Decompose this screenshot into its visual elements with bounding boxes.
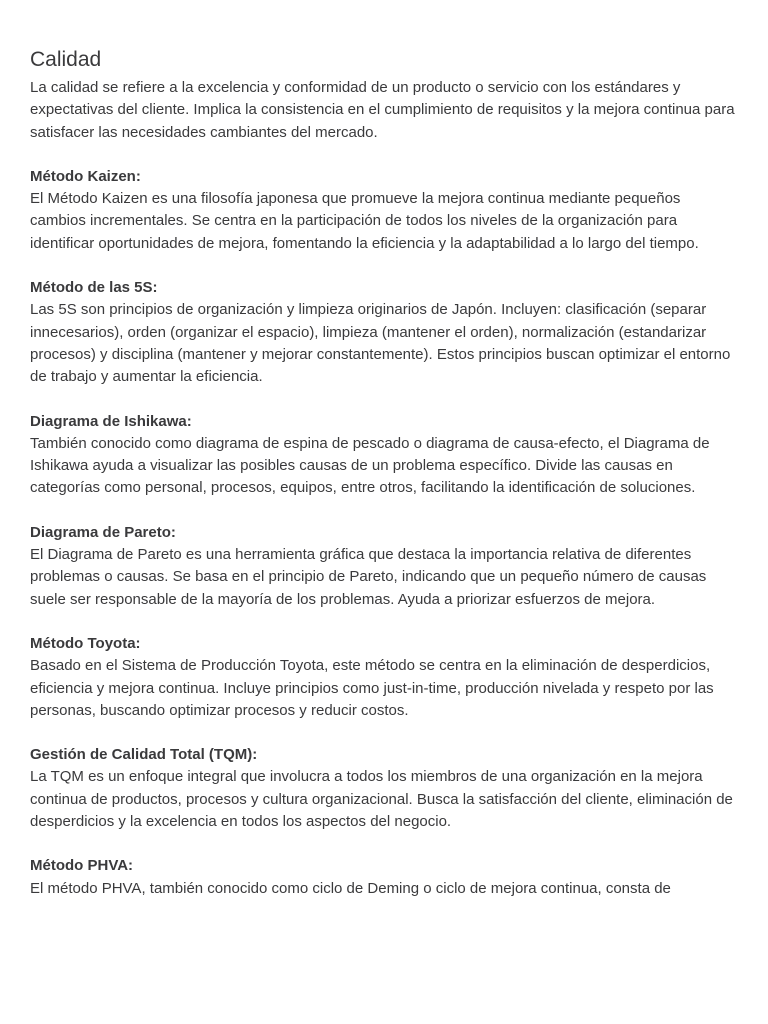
section-body: La TQM es un enfoque integral que involucra a todos los miembros de una organización en la mejora continua de productos, procesos y cultura organizacional. Busca la satisfacción del cliente, eliminación de desperdicios y la excelencia en todos los aspectos del negocio. (30, 768, 733, 831)
section-body: Las 5S son principios de organización y limpieza originarios de Japón. Incluyen: clasificación (separar innecesarios), orden (organizar el espacio), limpieza (mantener el orden), normalización (estandarizar procesos) y disciplina (mantener y mejorar constantemente). Estos principios buscan optimizar el entorno de trabajo y aumentar la eficiencia. (30, 301, 731, 386)
section-body: También conocido como diagrama de espina de pescado o diagrama de causa-efecto, el Diagrama de Ishikawa ayuda a visualizar las posibles causas de un problema específico. Divide las causas en categorías como personal, procesos, equipos, entre otros, facilitando la identificación de soluciones. (30, 434, 710, 497)
section-body: Basado en el Sistema de Producción Toyota, este método se centra en la eliminación de desperdicios, eficiencia y mejora continua. Incluye principios como just-in-time, producción nivelada y respeto por las personas, buscando optimizar procesos y reducir costos. (30, 657, 714, 719)
document-title: Calidad (30, 48, 102, 71)
section-pareto (30, 522, 738, 611)
section-toyota (30, 633, 738, 722)
section-heading: Método de las 5S: (30, 279, 158, 297)
section-body: El método PHVA, también conocido como ciclo de Deming o ciclo de mejora continua, consta de (30, 879, 671, 897)
section-5s (30, 277, 738, 388)
section-ishikawa (30, 411, 738, 500)
section-heading: Diagrama de Ishikawa: (30, 412, 192, 430)
section-heading: Método PHVA: (30, 857, 134, 875)
section-heading: Método Toyota: (30, 634, 141, 652)
section-heading: Método Kaizen: (30, 167, 141, 185)
section-body: El Método Kaizen es una filosofía japonesa que promueve la mejora continua mediante pequeños cambios incrementales. Se centra en la participación de todos los niveles de la organización para identificar oportunidades de mejora, fomentando la eficiencia y la adaptabilidad a lo largo del tiempo. (30, 190, 699, 252)
section-kaizen (30, 166, 738, 255)
section-tqm (30, 744, 738, 833)
section-phva (30, 855, 738, 900)
section-heading: Diagrama de Pareto: (30, 523, 176, 541)
intro-paragraph: La calidad se refiere a la excelencia y conformidad de un producto o servicio con los estándares y expectativas del cliente. Implica la consistencia en el cumplimiento de requisitos y la mejora continua para satisfacer las necesidades cambiantes del mercado. (30, 79, 735, 141)
section-body: El Diagrama de Pareto es una herramienta gráfica que destaca la importancia relativa de diferentes problemas o causas. Se basa en el principio de Pareto, indicando que un pequeño número de causas suele ser responsable de la mayoría de los problemas. Ayuda a priorizar esfuerzos de mejora. (30, 546, 707, 608)
section-heading: Gestión de Calidad Total (TQM): (30, 746, 258, 764)
